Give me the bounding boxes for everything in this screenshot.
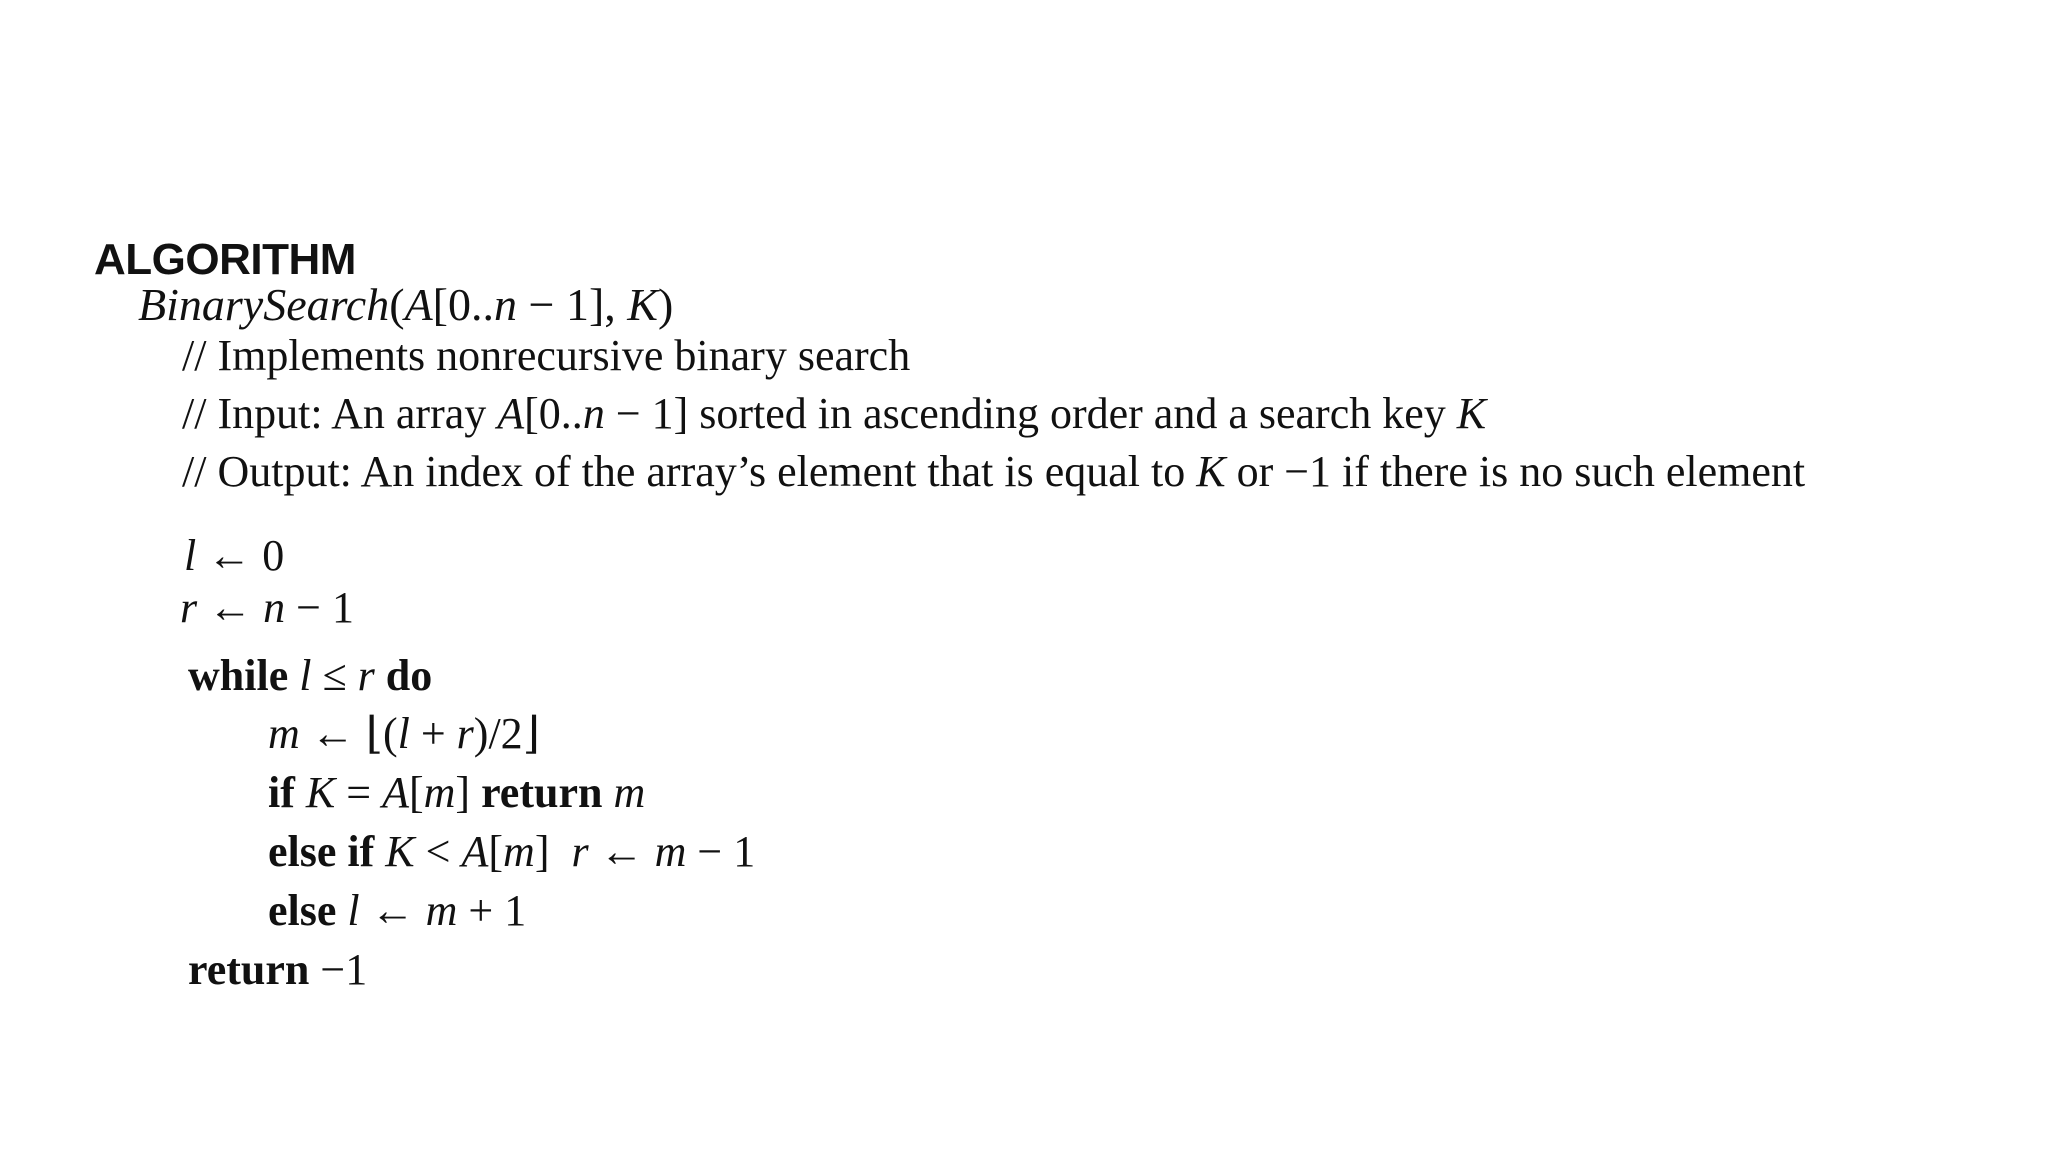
algorithm-keyword: ALGORITHM [94, 235, 356, 284]
comment-output-post: or −1 if there is no such element [1225, 447, 1806, 496]
else-if-arrow: ← [588, 827, 655, 876]
else-if-a: A [461, 827, 489, 876]
comment-output-k: K [1196, 447, 1226, 496]
while-r: r [357, 651, 375, 700]
mid-end: )/2⌋ [473, 709, 540, 758]
else-arrow: ← [359, 886, 426, 935]
comment-line-3 [160, 406, 1805, 494]
params-open: ( [389, 279, 405, 330]
param-a: A [404, 279, 433, 330]
assign-arrow: ← [197, 583, 264, 632]
else-if-rest: − 1 [686, 827, 756, 876]
var-m: m [268, 709, 300, 758]
if-eq: = [335, 768, 383, 817]
comment-input-a: A [497, 389, 525, 438]
mid-l: l [397, 709, 410, 758]
while-le: ≤ [311, 651, 358, 700]
var-n: n [263, 583, 286, 632]
if-bracket-open: [ [408, 768, 424, 817]
else-if-bracket-close: ] [534, 827, 572, 876]
else-if-bracket-open: [ [488, 827, 504, 876]
final-return-value: −1 [309, 945, 368, 994]
init-l-value: ← 0 [196, 531, 285, 580]
param-minus: − 1], [517, 279, 628, 330]
var-r: r [180, 583, 198, 632]
else-keyword: else [268, 886, 337, 935]
else-rest: + 1 [457, 886, 527, 935]
mid-assign: ← ⌊( [299, 709, 398, 758]
comment-implements: // Implements nonrecursive binary search [182, 331, 911, 380]
else-if-lt: < [414, 827, 462, 876]
params-close: ) [657, 279, 674, 330]
do-keyword: do [385, 651, 433, 700]
code-final-return [166, 904, 367, 992]
if-k: K [305, 768, 336, 817]
while-l: l [299, 651, 312, 700]
if-m: m [423, 768, 456, 817]
mid-plus: + [409, 709, 457, 758]
return-m: m [613, 768, 646, 817]
if-bracket-close: ] [455, 768, 482, 817]
comment-input-text: // Input: An array [182, 389, 498, 438]
else-if-m2: m [654, 827, 687, 876]
if-a: A [382, 768, 409, 817]
param-n: n [494, 279, 517, 330]
var-l: l [184, 531, 197, 580]
comment-input-k: K [1456, 389, 1487, 438]
mid-r: r [456, 709, 474, 758]
else-if-k: K [385, 827, 415, 876]
param-k: K [627, 279, 658, 330]
while-keyword: while [188, 651, 289, 700]
else-l: l [347, 886, 360, 935]
else-if-r: r [571, 827, 589, 876]
final-return-keyword: return [188, 945, 310, 994]
algorithm-name: BinarySearch [138, 279, 390, 330]
else-if-m: m [503, 827, 535, 876]
comment-input-mid: − 1] sorted in ascending order and a search key [604, 389, 1457, 438]
return-keyword: return [481, 768, 603, 817]
comment-input-range: [0.. [524, 389, 583, 438]
else-if-keyword: else if [268, 827, 375, 876]
init-r-value: − 1 [285, 583, 354, 632]
comment-output-text: // Output: An index of the array’s element that is equal to [182, 447, 1197, 496]
else-m: m [425, 886, 458, 935]
param-range: [0.. [432, 279, 494, 330]
comment-input-n: n [582, 389, 605, 438]
if-keyword: if [268, 768, 295, 817]
